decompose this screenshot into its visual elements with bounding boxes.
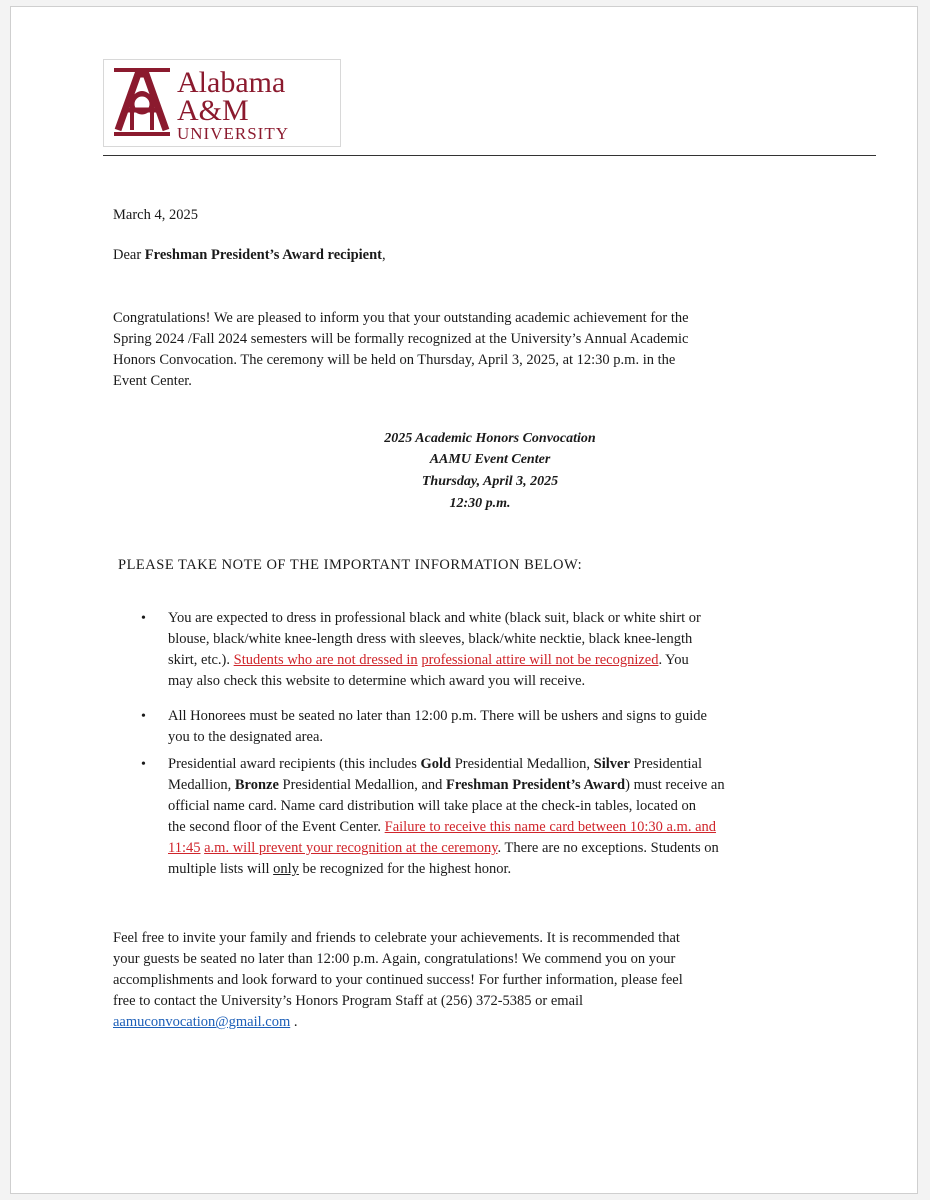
intro-line: Spring 2024 /Fall 2024 semesters will be formally recognized at the University’s Annual Academic: [113, 331, 689, 347]
bullet-line: All Honorees must be seated no later than 12:00 p.m. There will be ushers and signs to guide: [168, 708, 707, 724]
intro-line: Event Center.: [113, 373, 192, 389]
intro-line: Honors Convocation. The ceremony will be held on Thursday, April 3, 2025, at 12:30 p.m. in the: [113, 352, 676, 368]
intro-line: Congratulations! We are pleased to inform you that your outstanding academic achievement for the: [113, 310, 689, 326]
text-run: Presidential Medallion, and: [278, 777, 447, 793]
bullet-line: [168, 650, 848, 671]
text-run: Medallion,: [168, 777, 235, 793]
emphasis-only: only: [273, 861, 299, 877]
text-run: . There are no exceptions. Students on: [497, 840, 719, 856]
warning-text: Students who are not dressed in: [233, 652, 418, 668]
closing-line: your guests be seated no later than 12:00 p.m. Again, congratulations! We commend you on your: [113, 951, 676, 967]
text-run: . You: [658, 652, 689, 668]
bullet-line: [168, 859, 858, 880]
closing-line: Feel free to invite your family and friends to celebrate your achievements. It is recommended that: [113, 930, 680, 946]
letter-date: March 4, 2025: [113, 207, 198, 223]
salutation: [113, 245, 386, 266]
note-heading: PLEASE TAKE NOTE OF THE IMPORTANT INFORMATION BELOW:: [118, 557, 583, 573]
closing-paragraph: [113, 928, 833, 1033]
closing-line: [113, 1012, 833, 1033]
warning-text: a.m. will prevent your recognition at the ceremony: [204, 840, 498, 856]
salutation-prefix: Dear: [113, 247, 145, 263]
bullet-marker: •: [141, 611, 146, 626]
warning-text: 11:45: [168, 840, 201, 856]
text-run: skirt, etc.).: [168, 652, 234, 668]
logo-text-am: A&M: [177, 94, 249, 127]
warning-text: professional attire will not be recognized: [421, 652, 659, 668]
bullet-line: blouse, black/white knee-length dress with sleeves, black/white necktie, black knee-length: [168, 631, 693, 647]
bullet-name-card: [168, 754, 858, 880]
text-run: Presidential award recipients (this includes: [168, 756, 421, 772]
header-divider: [103, 155, 876, 156]
text-run: be recognized for the highest honor.: [298, 861, 512, 877]
text-run: .: [290, 1014, 298, 1030]
bullet-line: [168, 775, 858, 796]
bullet-marker: •: [141, 709, 146, 724]
closing-line: accomplishments and look forward to your continued success! For further information, please feel: [113, 972, 683, 988]
aamu-seal-icon: [104, 60, 340, 146]
event-title: 2025 Academic Honors Convocation: [384, 431, 596, 446]
award-silver: Silver: [593, 756, 630, 772]
event-time: 12:30 p.m.: [449, 496, 511, 511]
text-run: Presidential: [629, 756, 702, 772]
bullet-seating: [168, 706, 848, 748]
bullet-line: You are expected to dress in professional black and white (black suit, black or white shirt or: [168, 610, 701, 626]
bullet-line: official name card. Name card distribution will take place at the check-in tables, located on: [168, 798, 696, 814]
logo-text-university: UNIVERSITY: [177, 124, 289, 143]
logo-text-alabama: Alabama: [177, 66, 286, 99]
bullet-line: [168, 838, 858, 859]
salutation-suffix: ,: [382, 247, 386, 263]
closing-line: free to contact the University’s Honors Program Staff at (256) 372-5385 or email: [113, 993, 584, 1009]
award-gold: Gold: [420, 756, 452, 772]
text-run: ) must receive an: [625, 777, 725, 793]
bullet-line: you to the designated area.: [168, 729, 324, 745]
bullet-line: [168, 754, 858, 775]
award-freshman: Freshman President’s Award: [446, 777, 626, 793]
bullet-dress-code: [168, 608, 848, 692]
warning-text: Failure to receive this name card between 10:30 a.m. and: [384, 819, 717, 835]
bullet-line: [168, 817, 858, 838]
intro-paragraph: [113, 308, 813, 392]
contact-email-link[interactable]: aamuconvocation@gmail.com: [113, 1014, 291, 1030]
text-run: Presidential Medallion,: [451, 756, 594, 772]
bullet-line: may also check this website to determine which award you will receive.: [168, 673, 586, 689]
bullet-marker: •: [141, 757, 146, 772]
text-run: multiple lists will: [168, 861, 274, 877]
text-run: the second floor of the Event Center.: [168, 819, 385, 835]
event-venue: AAMU Event Center: [429, 452, 551, 467]
award-bronze: Bronze: [234, 777, 279, 793]
event-date: Thursday, April 3, 2025: [421, 474, 559, 489]
salutation-recipient: Freshman President’s Award recipient: [144, 247, 383, 263]
university-logo: [103, 59, 341, 147]
